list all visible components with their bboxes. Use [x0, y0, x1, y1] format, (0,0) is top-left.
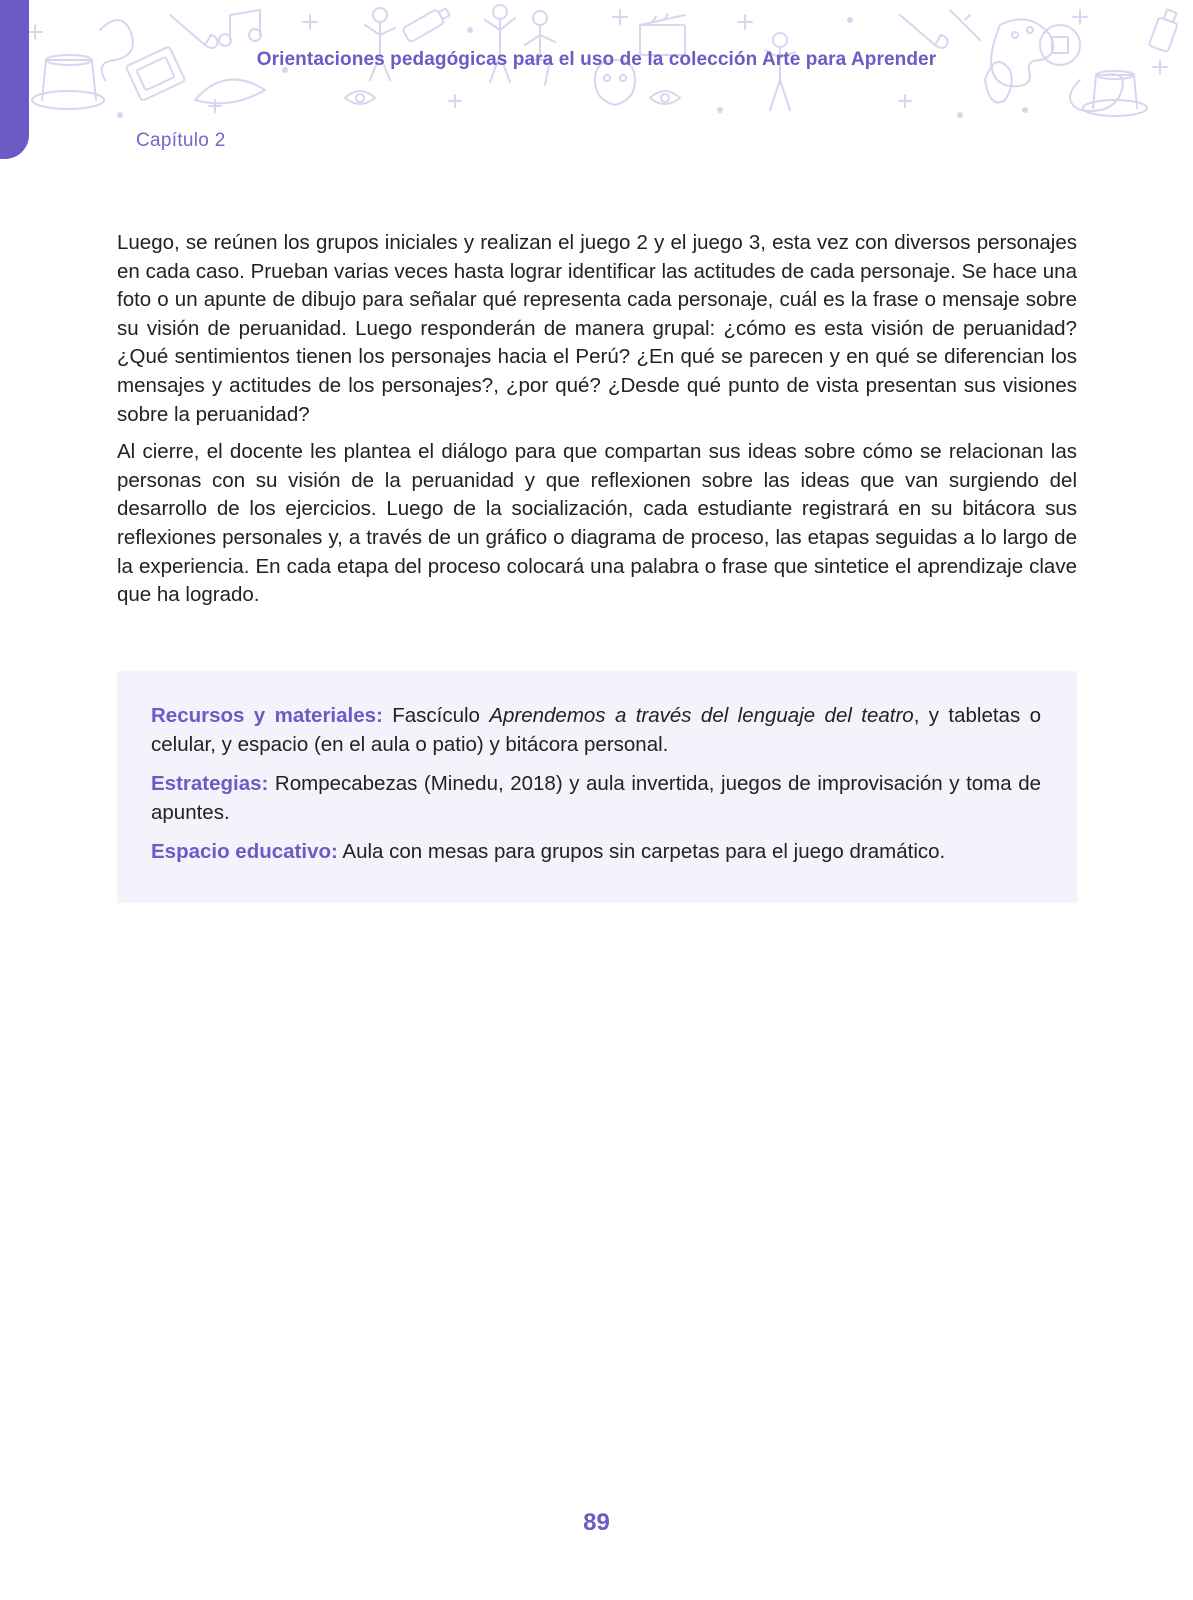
- resources-text-after: , y tabletas o celular, y espacio (en el aula o patio) y bitácora personal.: [151, 704, 1041, 756]
- strategies-text: Rompecabezas (Minedu, 2018) y aula invertida, juegos de improvisación y toma de apuntes.: [151, 772, 1041, 824]
- chapter-side-tab: [0, 0, 29, 159]
- resources-italic-title: Aprendemos a través del lenguaje del teatro: [489, 704, 914, 727]
- educational-space-line: [151, 837, 1041, 866]
- strategies-line: [151, 769, 1041, 827]
- beret-icon: [195, 80, 265, 104]
- brush-icon-2: [900, 15, 947, 48]
- educational-space-text: Aula con mesas para grupos sin carpetas para el juego dramático.: [337, 840, 946, 863]
- resources-box: [117, 671, 1077, 903]
- resources-label: Recursos y materiales:: [151, 704, 383, 727]
- brush-icon-3: [950, 10, 980, 40]
- resources-line: [151, 701, 1041, 759]
- music-notes-icon: [219, 10, 261, 46]
- paint-tube-icon: [402, 5, 452, 43]
- header-title: Orientaciones pedagógicas para el uso de la colección Arte para Aprender: [256, 49, 937, 70]
- dancer-figure-icon-2: [765, 33, 795, 110]
- eye-icon-2: [650, 91, 680, 104]
- chapter-label: Capítulo 2: [136, 130, 226, 151]
- top-hat-icon-2: [1083, 71, 1147, 116]
- eye-icon: [345, 91, 375, 104]
- page-number: 89: [583, 1509, 610, 1536]
- body-paragraph: Al cierre, el docente les plantea el diálogo para que compartan sus ideas sobre cómo se relacionan las personas con su visión de la peruanidad y que reflexionen sobre las ideas que van surgiendo del desarrollo de los ejercicios. Luego de la socialización, cada estudiante registrará en su bitácora sus reflexiones personales y, a través de un gráfico o diagrama de proceso, las etapas seguidas a lo largo de la experiencia. En cada etapa del proceso colocará una palabra o frase que sintetice el aprendizaje clave que ha logrado.: [117, 440, 1077, 607]
- strategies-label: Estrategias:: [151, 772, 269, 795]
- resources-text-before: Fascículo: [382, 704, 490, 727]
- paint-bottle-icon: [1149, 8, 1181, 52]
- body-paragraph: Luego, se reúnen los grupos iniciales y realizan el juego 2 y el juego 3, esta vez con diversos personajes en cada caso. Prueban varias veces hasta lograr identificar las actitudes de cada personaje. Se hace una foto o un apunte de dibujo para señalar qué representa cada personaje, cuál es la frase o mensaje sobre su visión de peruanidad. Luego responderán de manera grupal: ¿cómo es esta visión de peruanidad? ¿Qué sentimientos tienen los personajes hacia el Perú? ¿En qué se parecen y en qué se diferencian los mensajes y actitudes de los personajes?, ¿por qué? ¿Desde qué punto de vista presentan sus visiones sobre la peruanidad?: [117, 231, 1077, 426]
- educational-space-label: Espacio educativo:: [151, 840, 338, 863]
- dancing-couple-icon: [485, 5, 555, 85]
- main-content: [117, 229, 1077, 619]
- paintbrush-icon: [170, 15, 217, 48]
